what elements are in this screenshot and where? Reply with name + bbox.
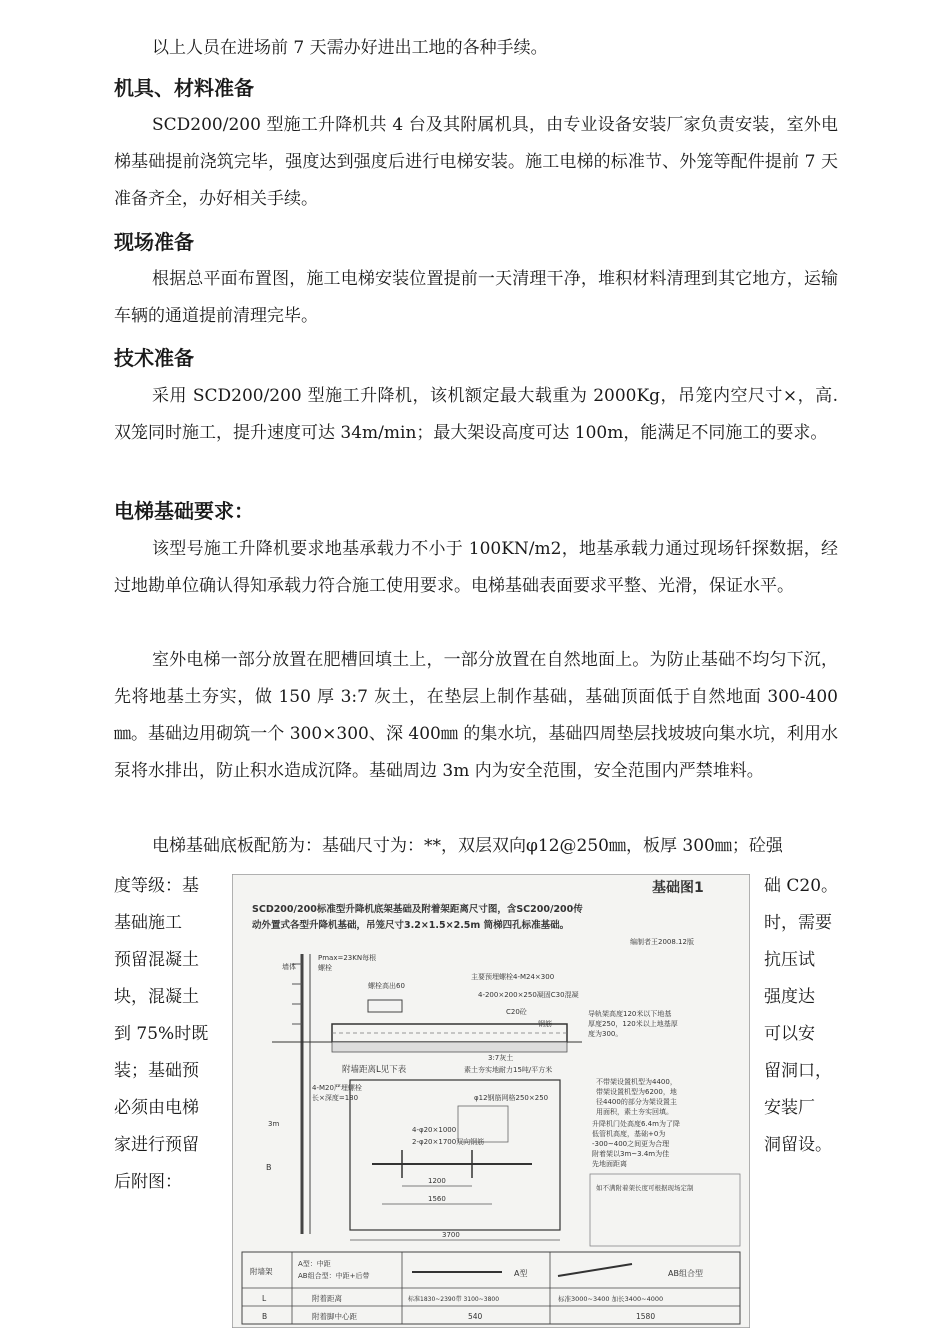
side-note-3: 径4400的部分为架设置主: [596, 1098, 677, 1106]
heading-site-preparation: 现场准备: [114, 230, 194, 254]
wrap-line: 块，混凝土: [114, 987, 199, 1007]
row-l: L: [262, 1294, 267, 1303]
paragraph-bearing-capacity: 该型号施工升降机要求地基承载力不小于 100KN/m2，地基承载力通过现场钎探数据，经过地勘单位确认得知承载力符合施工使用要求。电梯基础表面要求平整、光滑，保证水平。: [114, 539, 838, 596]
row-b-desc: 附着脚中心距: [312, 1312, 357, 1321]
lift-note-5: 先地面距离: [592, 1160, 627, 1168]
concrete-label: 4-200×200×250凝固C30混凝: [478, 991, 579, 999]
grid-note: φ12钢筋网格250×250: [474, 1094, 549, 1102]
embed-height-label: 螺栓高出60: [368, 982, 405, 990]
wall-label: 墙体: [282, 963, 296, 971]
soil-label: 素土夯实地耐力15吨/平方米: [464, 1066, 553, 1074]
guide-note-1: 导轨架高度120米以下地基: [588, 1010, 672, 1018]
wrap-line: 时，需要: [764, 913, 832, 933]
row-b: B: [262, 1312, 268, 1321]
dim-1700-label: 2-φ20×1700双向钢筋: [412, 1138, 485, 1146]
dim-3-label: 3m: [268, 1120, 280, 1128]
side-note-2: 带架设置机型为6200，地: [596, 1088, 677, 1096]
wrap-line: 安装厂: [764, 1098, 815, 1118]
small-note: 如不满附着架长度可根据现场定制: [596, 1184, 694, 1192]
wrap-line: 基础施工: [114, 913, 182, 933]
row-l-desc: 附着距离: [312, 1294, 342, 1303]
guide-note-3: 度为300。: [588, 1030, 623, 1038]
paragraph-equipment-materials: SCD200/200 型施工升降机共 4 台及其附属机具，由专业设备安装厂家负责安装，室外电梯基础提前浇筑完毕，强度达到强度后进行电梯安装。施工电梯的标准节、外笼等配件提前 7 天准备齐全，办好相关手续。: [114, 115, 838, 209]
type-ab-text: AB组合型：中距+后带: [298, 1272, 370, 1280]
type-ab-label: AB组合型: [668, 1269, 703, 1278]
wrap-line: 留洞口，: [764, 1061, 832, 1081]
heading-technical-preparation: 技术准备: [114, 346, 194, 370]
table-header-attach: 附墙架: [250, 1267, 273, 1276]
attach-distance-label: 附墙距离L见下表: [342, 1065, 407, 1075]
frame-bolt-label: 主要预埋螺栓4-M24×300: [471, 973, 555, 981]
wrap-line: 度等级：基: [114, 876, 199, 896]
row-l-a: 标准1830~2390带 3100~3800: [408, 1296, 500, 1303]
bolt-label: 螺栓: [318, 964, 332, 972]
heading-equipment-materials: 机具、材料准备: [114, 76, 254, 100]
lift-note-4: 附着架以3m~3.4m为佳: [592, 1150, 670, 1158]
wrap-line: 抗压试: [764, 950, 815, 970]
wrap-line: 洞留设。: [764, 1135, 832, 1155]
dim-1560: 1560: [428, 1195, 446, 1203]
wrap-line: 后附图：: [114, 1172, 182, 1192]
wrap-line: 强度达: [764, 987, 815, 1007]
lift-note-3: -300~400之间更为合理: [592, 1140, 670, 1148]
wrap-line: 装；基础预: [114, 1061, 199, 1081]
rebar-label: 钢筋: [538, 1020, 552, 1028]
wrap-line: 可以安: [764, 1024, 815, 1044]
side-note-4: 用面积，素土夯实回填。: [596, 1108, 673, 1116]
heading-foundation-requirements: 电梯基础要求：: [114, 499, 254, 523]
dim-1200: 1200: [428, 1177, 446, 1185]
lift-note-1: 升降机门处高度6.4m为了降: [592, 1120, 680, 1128]
row-b-a: 540: [468, 1312, 483, 1321]
wrapped-text-left: [114, 868, 208, 1201]
dim-3700: 3700: [442, 1231, 460, 1239]
row-l-ab: 标准3000~3400 加长3400~4000: [558, 1295, 664, 1303]
wrap-line: 础 C20。: [764, 876, 839, 896]
embed-depth-label: 长×深度=180: [312, 1094, 359, 1102]
lift-note-2: 低管机高度，基础+0为: [592, 1130, 666, 1138]
wrap-line: 到 75%时既: [114, 1024, 209, 1044]
foundation-drawing: [232, 874, 750, 1328]
wrap-line: 必须由电梯: [114, 1098, 199, 1118]
row-b-ab: 1580: [636, 1312, 656, 1321]
wrap-line: 家进行预留: [114, 1135, 199, 1155]
paragraph-personnel: 以上人员在进场前 7 天需办好进出工地的各种手续。: [152, 38, 548, 58]
type-a-label: A型: [514, 1269, 528, 1278]
guide-note-2: 厚度250，120米以上地基厚: [588, 1020, 678, 1028]
lime-layer: [332, 1042, 567, 1052]
figure-author: 编制者王2008.12版: [630, 938, 694, 946]
wrapped-text-right: [764, 868, 838, 1164]
side-note-1: 不带架设置机型为4400，: [596, 1078, 677, 1086]
c20-label: C20砼: [506, 1008, 527, 1016]
dim-1000-label: 4-φ20×1000: [412, 1126, 457, 1134]
wrap-line: 预留混凝土: [114, 950, 199, 970]
pmax-label: Pmax=23KN每根: [318, 954, 377, 962]
paragraph-technical-preparation: 采用 SCD200/200 型施工升降机，该机额定最大载重为 2000Kg，吊笼内空尺寸×，高.双笼同时施工，提升速度可达 34m/min；最大架设高度可达 100m，能满足不同施工的要求。: [114, 386, 838, 443]
paragraph-reinforcement: 电梯基础底板配筋为：基础尺寸为：**，双层双向φ12@250㎜，板厚 300㎜；砼强: [152, 836, 783, 856]
figure-title: 基础图1: [652, 880, 704, 896]
paragraph-outdoor-elevator: 室外电梯一部分放置在肥槽回填土上，一部分放置在自然地面上。为防止基础不均匀下沉，先将地基土夯实，做 150 厚 3:7 灰土，在垫层上制作基础，基础顶面低于自然地面 300-400㎜。基础边用砌筑一个 300×300、深 400㎜ 的集水坑，基础四周垫层找坡坡向集水坑，利用水泵将水排出，防止积水造成沉降。基础周边 3m 内为安全范围，安全范围内严禁堆料。: [114, 650, 838, 781]
lime-label: 3:7灰土: [488, 1054, 514, 1062]
bolt-spec-label: 4-M20严埋螺栓: [312, 1084, 362, 1092]
paragraph-site-preparation: 根据总平面布置图，施工电梯安装位置提前一天清理干净，堆积材料清理到其它地方，运输车辆的通道提前清理完毕。: [114, 269, 838, 326]
foundation-drawing-svg: [232, 874, 750, 1328]
type-a-text: A型：中距: [298, 1260, 331, 1268]
figure-caption-line2: 动外置式各型升降机基础，吊笼尺寸3.2×1.5×2.5m 筒梯四孔标准基础。: [252, 920, 570, 931]
figure-caption-line1: SCD200/200标准型升降机底架基础及附着架距离尺寸图，含SC200/200传: [252, 904, 583, 915]
b-label: B: [266, 1163, 272, 1172]
